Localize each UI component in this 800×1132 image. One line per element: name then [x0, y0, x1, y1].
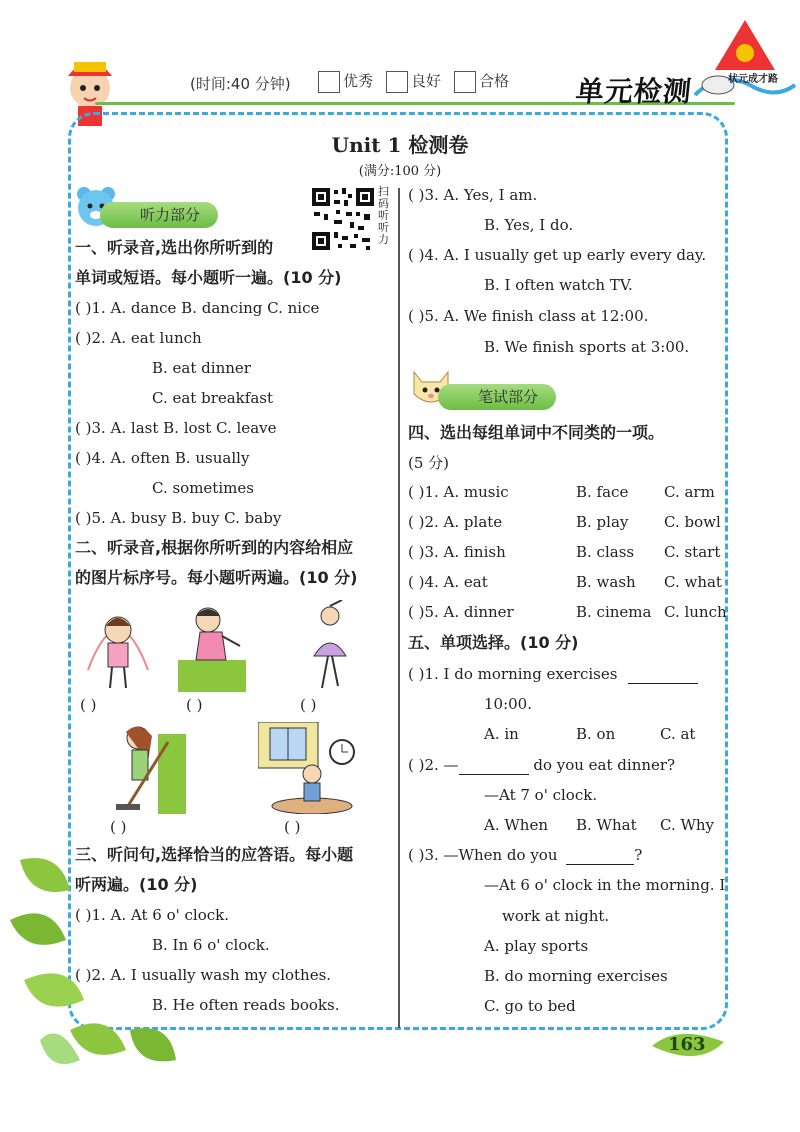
picture-boy-window-clock [258, 722, 366, 814]
s4-q5[interactable]: ( )5. A. dinner B. cinema C. lunch [408, 603, 727, 621]
picture-sweeping-girl [98, 722, 186, 814]
s5-q2[interactable]: ( )2. — do you eat dinner? [408, 756, 676, 774]
s1-q1[interactable]: ( )1. A. dance B. dancing C. nice [75, 299, 320, 317]
s5-q1[interactable]: ( )1. I do morning exercises [408, 664, 698, 684]
s1-q2-optC: C. eat breakfast [152, 389, 273, 407]
s5-q2-answer: —At 7 o' clock. [484, 786, 598, 804]
page-title: Unit 1 检测卷 [331, 133, 469, 157]
qr-caption: 扫码听听力 [378, 185, 389, 246]
checkbox-excellent[interactable] [318, 71, 340, 93]
picture-exercising-girl [178, 600, 246, 692]
s5-q3-blank[interactable] [566, 848, 634, 865]
picture-3-paren[interactable]: ( ) [300, 696, 317, 714]
listening-banner: 听力部分 [100, 202, 218, 228]
s1-q2[interactable]: ( )2. A. eat lunch [75, 329, 202, 347]
s3-q5[interactable]: ( )5. A. We finish class at 12:00. [408, 307, 649, 325]
s5-q3-optA: A. play sports [484, 937, 589, 955]
s3-q1-optB: B. In 6 o' clock. [152, 936, 270, 954]
section-3-title: 三、听问句,选择恰当的应答语。每小题 [75, 845, 354, 864]
s5-q3-optC: C. go to bed [484, 997, 576, 1015]
s5-q3[interactable]: ( )3. —When do you ? [408, 846, 643, 864]
s3-q1[interactable]: ( )1. A. At 6 o' clock. [75, 906, 230, 924]
s3-q5-optB: B. We finish sports at 3:00. [484, 338, 690, 356]
s4-q3[interactable]: ( )3. A. finish B. class C. start [408, 543, 721, 561]
time-label: (时间:40 分钟) [190, 75, 291, 93]
qr-code[interactable] [310, 186, 376, 252]
s5-q2-blank[interactable] [459, 758, 529, 775]
checkbox-pass[interactable] [454, 71, 476, 93]
s5-q1-options: A. in B. on C. at [484, 725, 696, 743]
rating-good[interactable]: 良好 [386, 70, 441, 93]
brand-badge: 状元成才路 [728, 74, 778, 85]
column-divider [398, 188, 400, 1028]
full-score: (满分:100 分) [358, 164, 442, 179]
s3-q2[interactable]: ( )2. A. I usually wash my clothes. [75, 966, 332, 984]
s3-q4[interactable]: ( )4. A. I usually get up early every day. [408, 246, 707, 264]
leaf-decoration [0, 830, 200, 1090]
section-3-title-cont: 听两遍。(10 分) [75, 875, 198, 894]
section-5-title: 五、单项选择。(10 分) [408, 633, 579, 652]
s3-q2-optB: B. He often reads books. [152, 996, 340, 1014]
writing-banner: 笔试部分 [438, 384, 556, 410]
picture-1-paren[interactable]: ( ) [80, 696, 97, 714]
section-4-score: (5 分) [408, 454, 450, 472]
section-1-title: 一、听录音,选出你所听到的 [75, 238, 274, 257]
s1-q5[interactable]: ( )5. A. busy B. buy C. baby [75, 509, 282, 527]
s5-q1-cont: 10:00. [484, 695, 532, 713]
picture-2-paren[interactable]: ( ) [186, 696, 203, 714]
s5-q3-answer-cont: work at night. [502, 907, 610, 925]
rating-excellent[interactable]: 优秀 [318, 70, 373, 93]
section-2-title: 二、听录音,根据你所听到的内容给相应 [75, 538, 354, 557]
fish-logo-illustration [690, 15, 800, 110]
page-number: 163 [668, 1034, 706, 1055]
picture-dancing-girl [300, 600, 360, 692]
s1-q2-optB: B. eat dinner [152, 359, 251, 377]
picture-5-paren[interactable]: ( ) [284, 818, 301, 836]
section-1-title-cont: 单词或短语。每小题听一遍。(10 分) [75, 268, 342, 287]
s5-q3-optB: B. do morning exercises [484, 967, 668, 985]
checkbox-good[interactable] [386, 71, 408, 93]
s5-q3-answer: —At 6 o' clock in the morning. I [484, 876, 726, 894]
section-4-title: 四、选出每组单词中不同类的一项。 [408, 423, 665, 442]
s5-q2-options: A. When B. What C. Why [484, 816, 715, 834]
s4-q2[interactable]: ( )2. A. plate B. play C. bowl [408, 513, 721, 531]
s1-q3[interactable]: ( )3. A. last B. lost C. leave [75, 419, 277, 437]
s3-q3[interactable]: ( )3. A. Yes, I am. [408, 186, 538, 204]
s3-q3-optB: B. Yes, I do. [484, 216, 574, 234]
picture-jump-rope-girl [78, 600, 158, 695]
s1-q4[interactable]: ( )4. A. often B. usually [75, 449, 250, 467]
s5-q1-blank[interactable] [628, 667, 698, 684]
s4-q4[interactable]: ( )4. A. eat B. wash C. what [408, 573, 722, 591]
section-2-title-cont: 的图片标序号。每小题听两遍。(10 分) [75, 568, 358, 587]
rating-pass[interactable]: 合格 [454, 70, 509, 93]
picture-4-paren[interactable]: ( ) [110, 818, 127, 836]
s3-q4-optB: B. I often watch TV. [484, 276, 633, 294]
s4-q1[interactable]: ( )1. A. music B. face C. arm [408, 483, 715, 501]
s1-q4-optC: C. sometimes [152, 479, 254, 497]
unit-test-banner: 单元检测 [574, 75, 694, 108]
